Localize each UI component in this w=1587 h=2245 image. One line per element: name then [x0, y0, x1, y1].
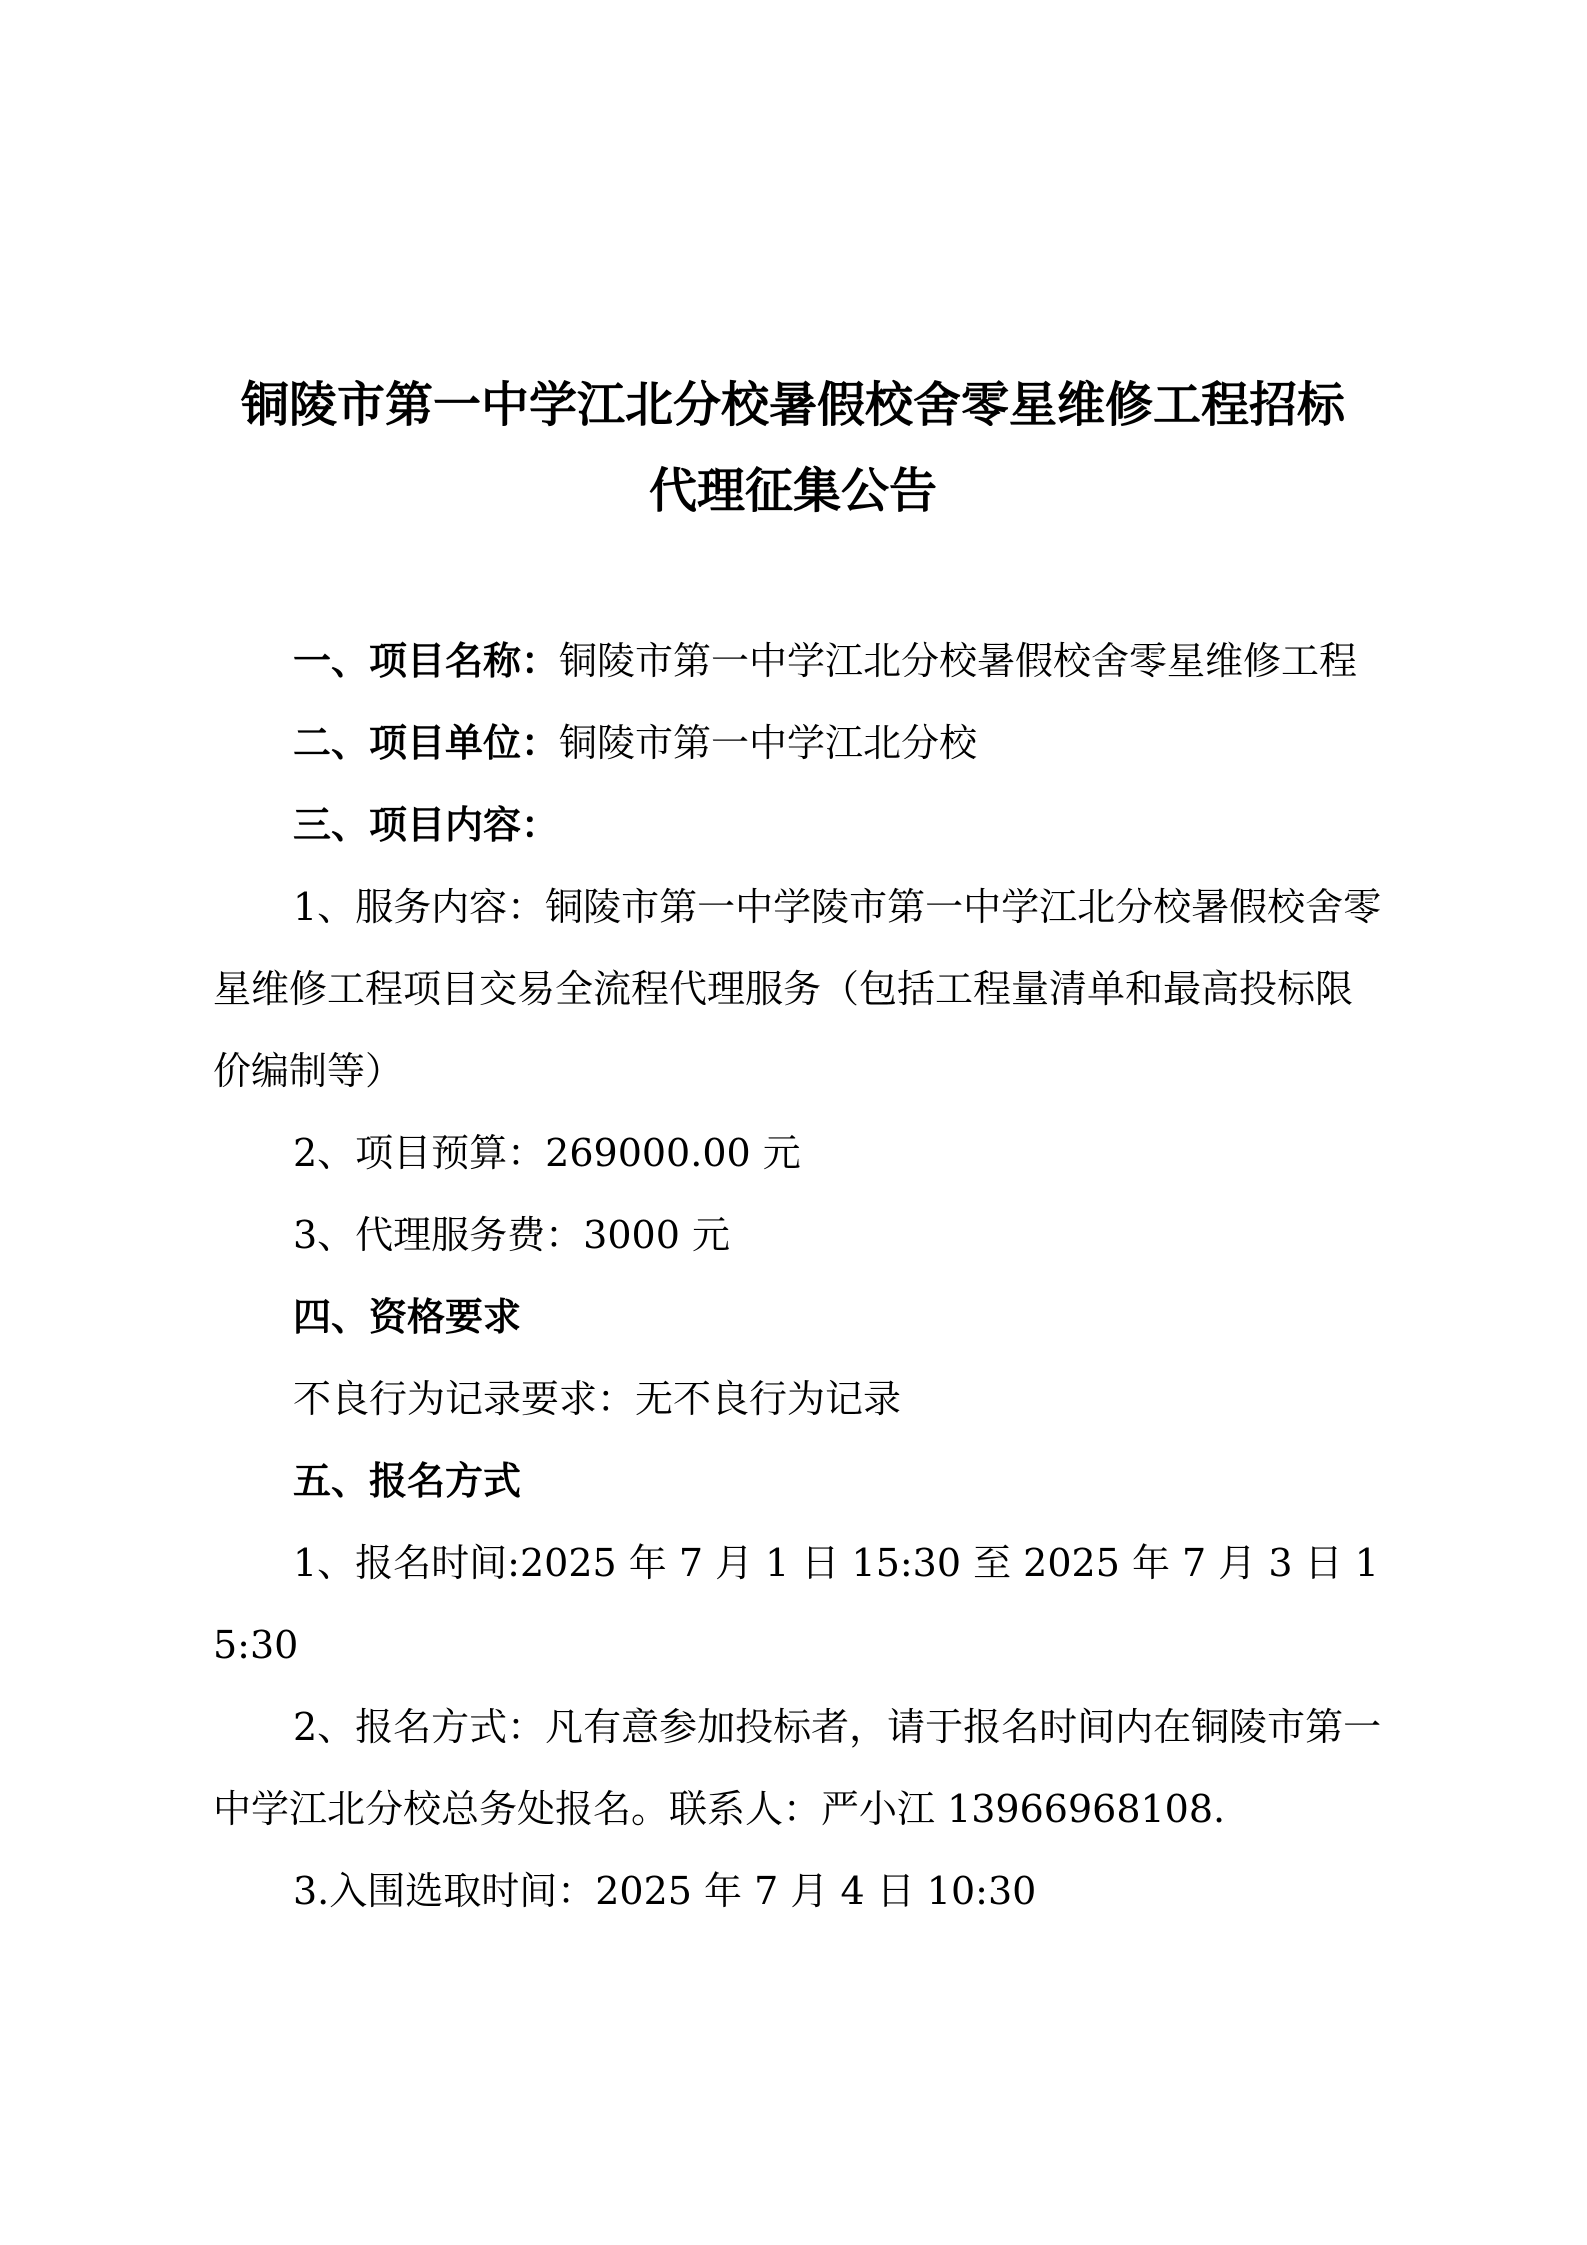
section-project-name: [213, 620, 1385, 702]
project-name-value: 铜陵市第一中学江北分校暑假校舍零星维修工程: [559, 639, 1358, 683]
section-3-heading: 三、项目内容：: [293, 803, 560, 847]
section-registration: [213, 1440, 1385, 1522]
title-line-2: 代理征集公告: [648, 463, 937, 519]
budget-item: 2、项目预算：269000.00 元: [293, 1131, 801, 1175]
section-project-content: [213, 784, 1385, 866]
registration-time-item: 1、报名时间:2025 年 7 月 1 日 15:30 至 2025 年 7 月 3 日 15:30: [213, 1541, 1379, 1667]
section-2-heading: 二、项目单位：: [293, 721, 560, 765]
section-qualification: [213, 1276, 1385, 1358]
document-body: [213, 620, 1385, 1932]
section-4-heading: 四、资格要求: [293, 1295, 522, 1339]
agency-fee-item: 3、代理服务费：3000 元: [293, 1213, 730, 1257]
section-1-heading: 一、项目名称：: [293, 639, 560, 683]
section-project-unit: [213, 702, 1385, 784]
registration-method-item: 2、报名方式：凡有意参加投标者，请于报名时间内在铜陵市第一中学江北分校总务处报名。联系人：严小江 13966968108.: [213, 1705, 1382, 1831]
document-title: [213, 362, 1373, 534]
qualification-text: 不良行为记录要求：无不良行为记录: [293, 1377, 902, 1421]
service-content-item: 1、服务内容：铜陵市第一中学陵市第一中学江北分校暑假校舍零星维修工程项目交易全流程代理服务（包括工程量清单和最高投标限价编制等）: [213, 885, 1382, 1093]
section-5-heading: 五、报名方式: [293, 1459, 522, 1503]
project-unit-value: 铜陵市第一中学江北分校: [559, 721, 978, 765]
selection-time-item: 3.入围选取时间：2025 年 7 月 4 日 10:30: [293, 1869, 1037, 1913]
title-line-1: 铜陵市第一中学江北分校暑假校舍零星维修工程招标: [240, 377, 1345, 433]
